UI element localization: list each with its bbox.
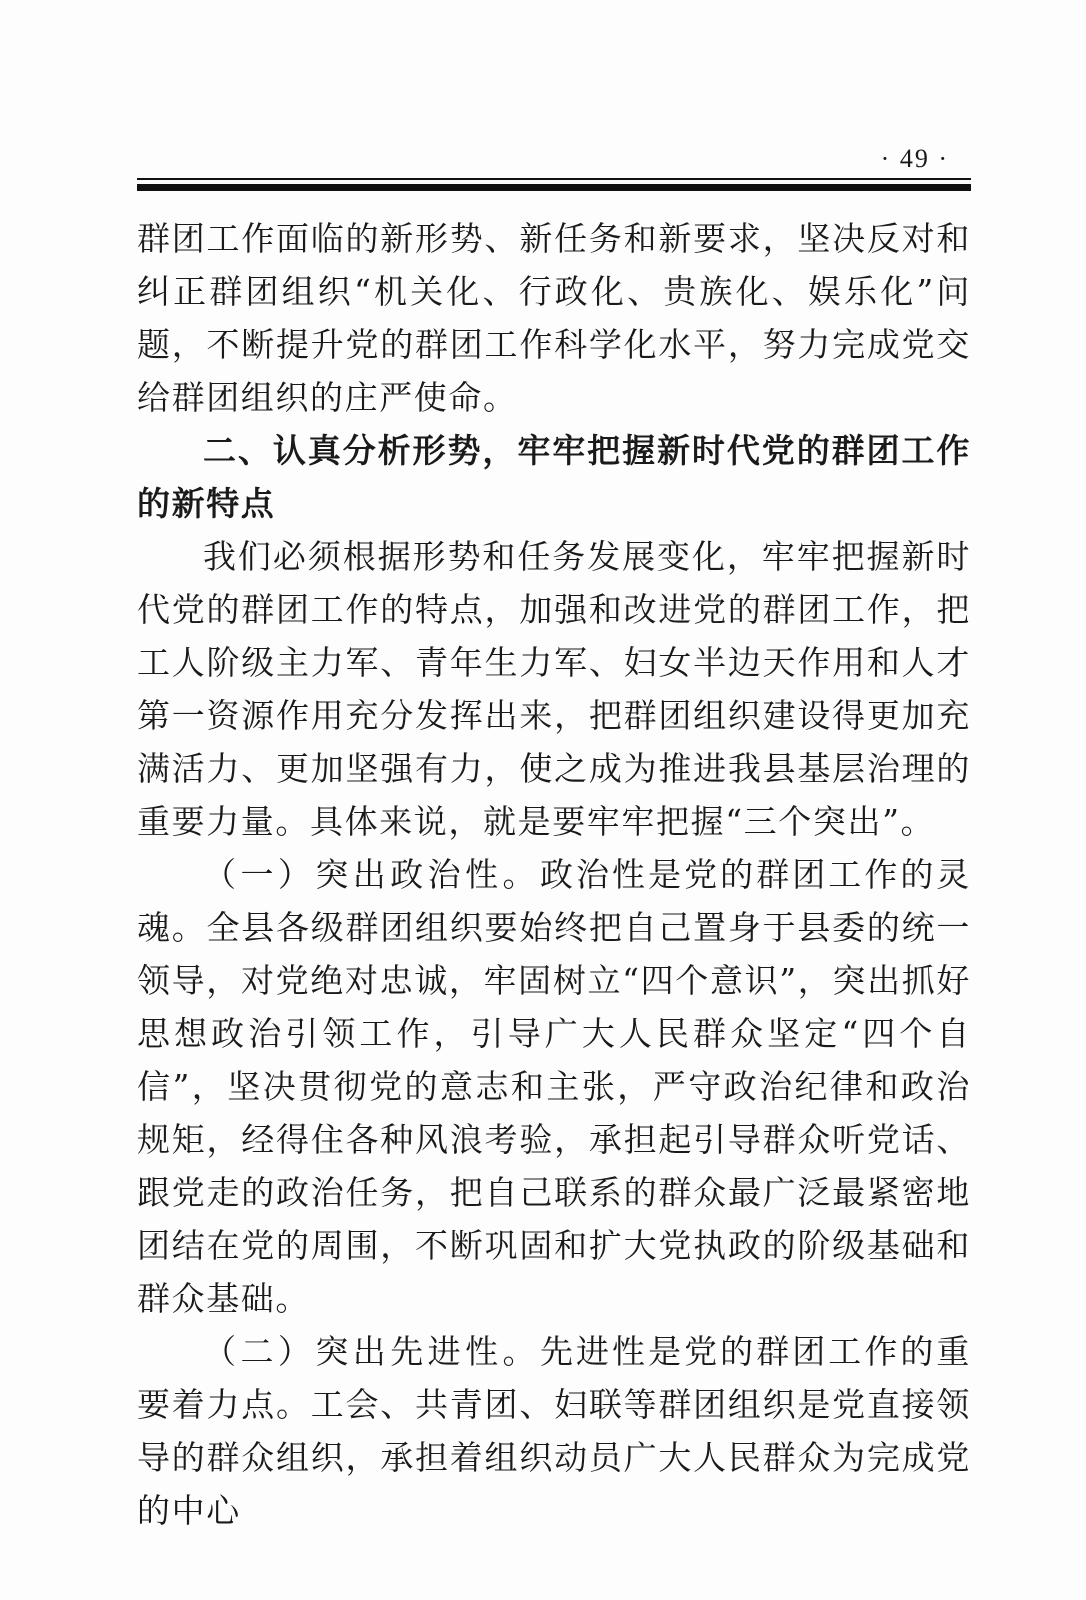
section-heading-2: 二、认真分析形势，牢牢把握新时代党的群团工作的新特点 (137, 431, 971, 523)
subheading-political: （一）突出政治性。 (203, 855, 540, 894)
paragraph-advanced (137, 1325, 971, 1537)
body-text (137, 212, 971, 1537)
paragraph-advanced-body: 先进性是党的群团工作的重要着力点。工会、共青团、妇联等群团组织是党直接领导的群众组织，承担着组织动员广大人民群众为完成党的中心 (137, 1332, 972, 1530)
paragraph-political (137, 848, 971, 1325)
header-rule-thick (137, 184, 971, 191)
page-number: · 49 · (880, 144, 949, 173)
paragraph-political-body: 政治性是党的群团工作的灵魂。全县各级群团组织要始终把自己置身于县委的统一领导，对党绝对忠诚，牢固树立“四个意识”，突出抓好思想政治引领工作，引导广大人民群众坚定“四个自信”，坚决贯彻党的意志和主张，严守政治纪律和政治规矩，经得住各种风浪考验，承担起引导群众听党话、跟党走的政治任务，把自己联系的群众最广泛最紧密地团结在党的周围，不断巩固和扩大党执政的阶级基础和群众基础。 (137, 855, 972, 1318)
subheading-advanced: （二）突出先进性。 (203, 1332, 540, 1371)
page-header (137, 140, 971, 192)
header-rule-thin (137, 178, 971, 180)
paragraph-continued: 群团工作面临的新形势、新任务和新要求，坚决反对和纠正群团组织“机关化、行政化、贵族化、娱乐化”问题，不断提升党的群团工作科学化水平，努力完成党交给群团组织的庄严使命。 (137, 219, 971, 417)
paragraph-intro: 我们必须根据形势和任务发展变化，牢牢把握新时代党的群团工作的特点，加强和改进党的群团工作，把工人阶级主力军、青年生力军、妇女半边天作用和人才第一资源作用充分发挥出来，把群团组织建设得更加充满活力、更加坚强有力，使之成为推进我县基层治理的重要力量。具体来说，就是要牢牢把握“三个突出”。 (137, 537, 971, 841)
